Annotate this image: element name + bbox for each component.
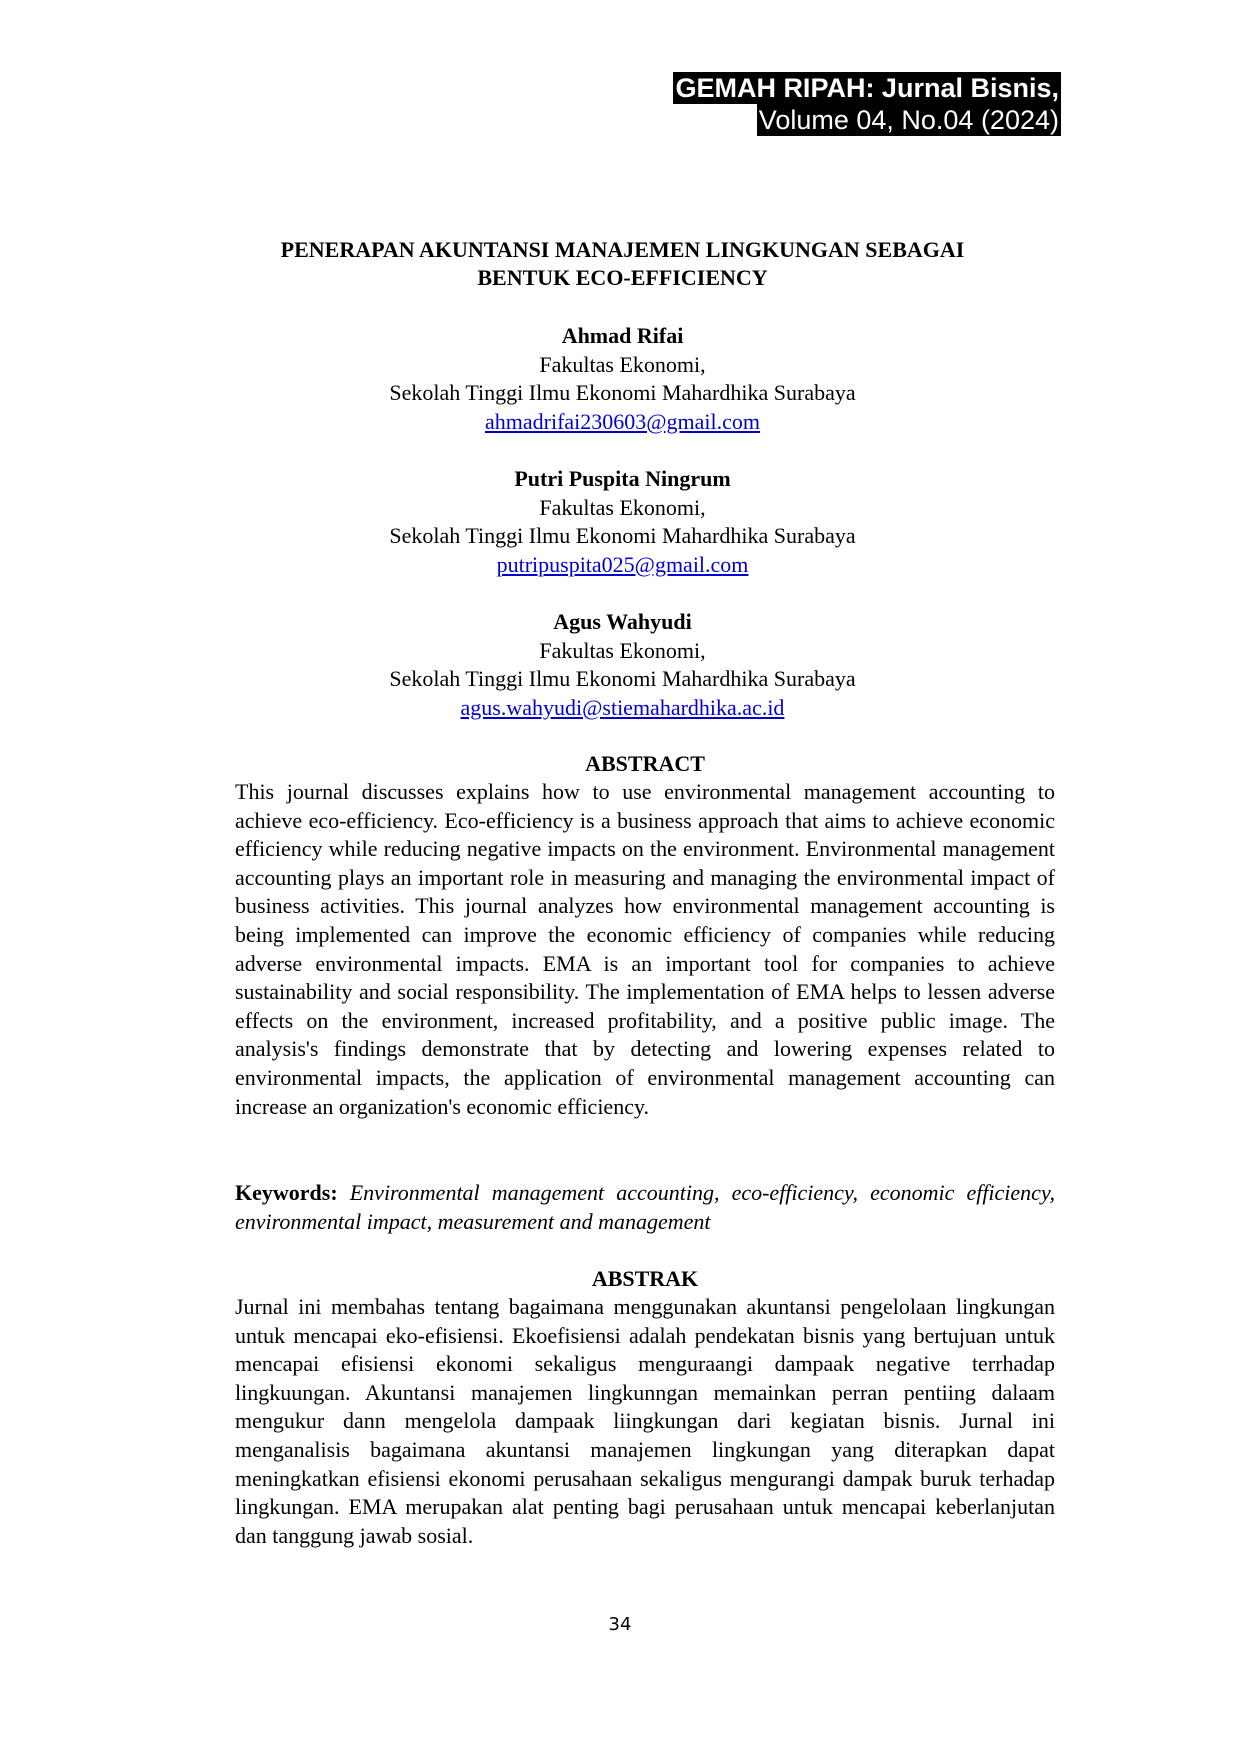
paper-title	[235, 236, 1010, 292]
author-name: Agus Wahyudi	[553, 609, 692, 634]
journal-name: GEMAH RIPAH: Jurnal Bisnis,	[675, 73, 1059, 103]
author-institution: Sekolah Tinggi Ilmu Ekonomi Mahardhika Surabaya	[389, 523, 856, 548]
author-name: Putri Puspita Ningrum	[514, 466, 731, 491]
author-faculty: Fakultas Ekonomi,	[539, 494, 706, 520]
author-email-link[interactable]: ahmadrifai230603@gmail.com	[484, 408, 761, 434]
title-line-1: PENERAPAN AKUNTANSI MANAJEMEN LINGKUNGAN SEBAGAI	[280, 237, 965, 262]
author-email-link[interactable]: agus.wahyudi@stiemahardhika.ac.id	[460, 694, 785, 720]
journal-header	[673, 72, 1061, 136]
author-block	[235, 465, 1010, 579]
author-faculty: Fakultas Ekonomi,	[539, 351, 706, 377]
journal-volume: Volume 04, No.04 (2024)	[758, 105, 1059, 135]
author-faculty: Fakultas Ekonomi,	[539, 637, 706, 663]
author-email-link[interactable]: putripuspita025@gmail.com	[496, 551, 749, 577]
abstrak-text: Jurnal ini membahas tentang bagaimana menggunakan akuntansi pengelolaan lingkungan untuk mencapai eko-efisiensi. Ekoefisiensi adalah pendekatan bisnis yang bertujuan untuk mencapai efisiensi ekonomi sekaligus menguraangi dampaak negative terrhadap lingkuungan. Akuntansi manajemen lingkunngan memainkan perran pentiing dalaam mengukur dann mengelola dampaak liingkungan dari kegiatan bisnis. Jurnal ini menganalisis bagaimana akuntansi manajemen lingkungan yang diterapkan dapat meningkatkan efisiensi ekonomi perusahaan sekaligus mengurangi dampak buruk terhadap lingkungan. EMA merupakan alat penting bagi perusahaan untuk mencapai keberlanjutan dan tanggung jawab sosial.	[235, 1294, 1055, 1548]
author-block	[235, 322, 1010, 436]
keywords	[235, 1179, 1055, 1236]
abstract-text: This journal discusses explains how to use environmental management accounting to achieve eco-efficiency. Eco-efficiency is a business approach that aims to achieve economic efficiency while reducing negative impacts on the environment. Environmental management accounting plays an important role in measuring and managing the environmental impact of business activities. This journal analyzes how environmental management accounting is being implemented can improve the economic efficiency of companies while reducing adverse environmental impacts. EMA is an important tool for companies to achieve sustainability and social responsibility. The implementation of EMA helps to lessen adverse effects on the environment, increased profitability, and a positive public image. The analysis's findings demonstrate that by detecting and lowering expenses related to environmental impacts, the application of environmental management accounting can increase an organization's economic efficiency.	[235, 779, 1055, 1119]
abstract-heading: ABSTRACT	[585, 751, 705, 776]
abstrak-heading: ABSTRAK	[591, 1266, 699, 1291]
author-block	[235, 608, 1010, 722]
author-institution: Sekolah Tinggi Ilmu Ekonomi Mahardhika Surabaya	[389, 380, 856, 405]
keywords-text: Environmental management accounting, eco-efficiency, economic efficiency, environmental impact, measurement and management	[235, 1180, 1055, 1234]
author-name: Ahmad Rifai	[561, 323, 684, 348]
title-line-2: BENTUK ECO-EFFICIENCY	[477, 265, 768, 290]
page-number: 34	[608, 1614, 632, 1635]
author-institution: Sekolah Tinggi Ilmu Ekonomi Mahardhika Surabaya	[389, 666, 856, 691]
keywords-label: Keywords:	[235, 1180, 338, 1205]
author-list	[235, 322, 1010, 751]
